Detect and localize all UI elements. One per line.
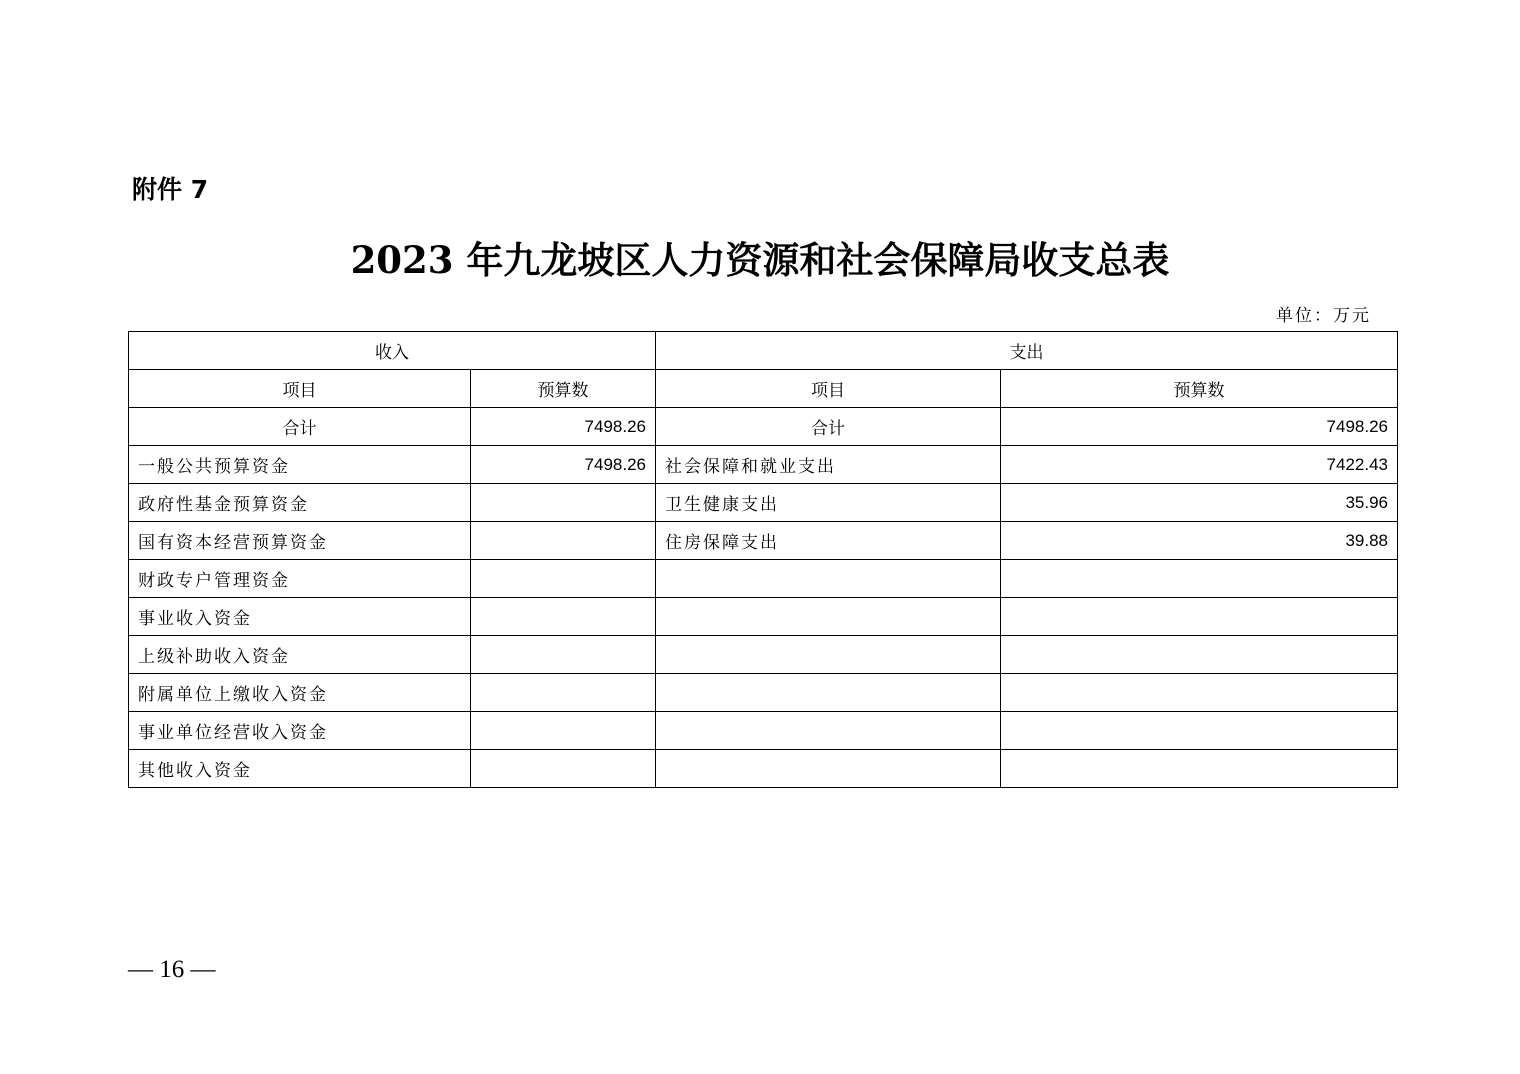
income-value xyxy=(471,750,656,788)
expense-item xyxy=(656,750,1001,788)
expense-value xyxy=(1001,674,1398,712)
column-header-row xyxy=(129,370,1398,408)
income-item: 政府性基金预算资金 xyxy=(129,484,471,522)
page-number: — 16 — xyxy=(128,956,216,983)
income-item: 事业单位经营收入资金 xyxy=(129,712,471,750)
expense-value xyxy=(1001,560,1398,598)
expense-value: 39.88 xyxy=(1001,522,1398,560)
expense-value: 7422.43 xyxy=(1001,446,1398,484)
section-header-row xyxy=(129,332,1398,370)
table-row xyxy=(129,674,1398,712)
table-row xyxy=(129,750,1398,788)
expense-budget-column-header: 预算数 xyxy=(1001,370,1398,408)
table-row xyxy=(129,484,1398,522)
income-item: 附属单位上缴收入资金 xyxy=(129,674,471,712)
expense-item: 社会保障和就业支出 xyxy=(656,446,1001,484)
income-item: 其他收入资金 xyxy=(129,750,471,788)
table-row xyxy=(129,446,1398,484)
document-title: 2023 年九龙坡区人力资源和社会保障局收支总表 xyxy=(350,238,1170,282)
expense-item-column-header: 项目 xyxy=(656,370,1001,408)
table-row xyxy=(129,712,1398,750)
income-value xyxy=(471,712,656,750)
budget-summary-table xyxy=(128,331,1398,788)
income-total-value: 7498.26 xyxy=(471,408,656,446)
expense-value xyxy=(1001,636,1398,674)
income-item-column-header: 项目 xyxy=(129,370,471,408)
expense-total-label: 合计 xyxy=(656,408,1001,446)
income-value xyxy=(471,674,656,712)
expense-item xyxy=(656,636,1001,674)
expense-item xyxy=(656,674,1001,712)
income-item: 上级补助收入资金 xyxy=(129,636,471,674)
table-row xyxy=(129,560,1398,598)
income-value: 7498.26 xyxy=(471,446,656,484)
income-value xyxy=(471,560,656,598)
income-budget-column-header: 预算数 xyxy=(471,370,656,408)
income-total-label: 合计 xyxy=(129,408,471,446)
expense-item xyxy=(656,598,1001,636)
table-row xyxy=(129,522,1398,560)
income-item: 事业收入资金 xyxy=(129,598,471,636)
expense-section-header: 支出 xyxy=(656,332,1398,370)
income-item: 国有资本经营预算资金 xyxy=(129,522,471,560)
income-item: 财政专户管理资金 xyxy=(129,560,471,598)
unit-label: 单位：万元 xyxy=(1276,306,1371,326)
income-value xyxy=(471,484,656,522)
income-section-header: 收入 xyxy=(129,332,656,370)
expense-value xyxy=(1001,712,1398,750)
expense-item xyxy=(656,560,1001,598)
income-value xyxy=(471,598,656,636)
expense-total-value: 7498.26 xyxy=(1001,408,1398,446)
expense-value xyxy=(1001,750,1398,788)
expense-item xyxy=(656,712,1001,750)
income-value xyxy=(471,522,656,560)
table-row xyxy=(129,636,1398,674)
attachment-label: 附件 7 xyxy=(132,175,209,204)
table-row xyxy=(129,598,1398,636)
income-value xyxy=(471,636,656,674)
income-item: 一般公共预算资金 xyxy=(129,446,471,484)
expense-item: 卫生健康支出 xyxy=(656,484,1001,522)
expense-value: 35.96 xyxy=(1001,484,1398,522)
expense-value xyxy=(1001,598,1398,636)
expense-item: 住房保障支出 xyxy=(656,522,1001,560)
total-row xyxy=(129,408,1398,446)
